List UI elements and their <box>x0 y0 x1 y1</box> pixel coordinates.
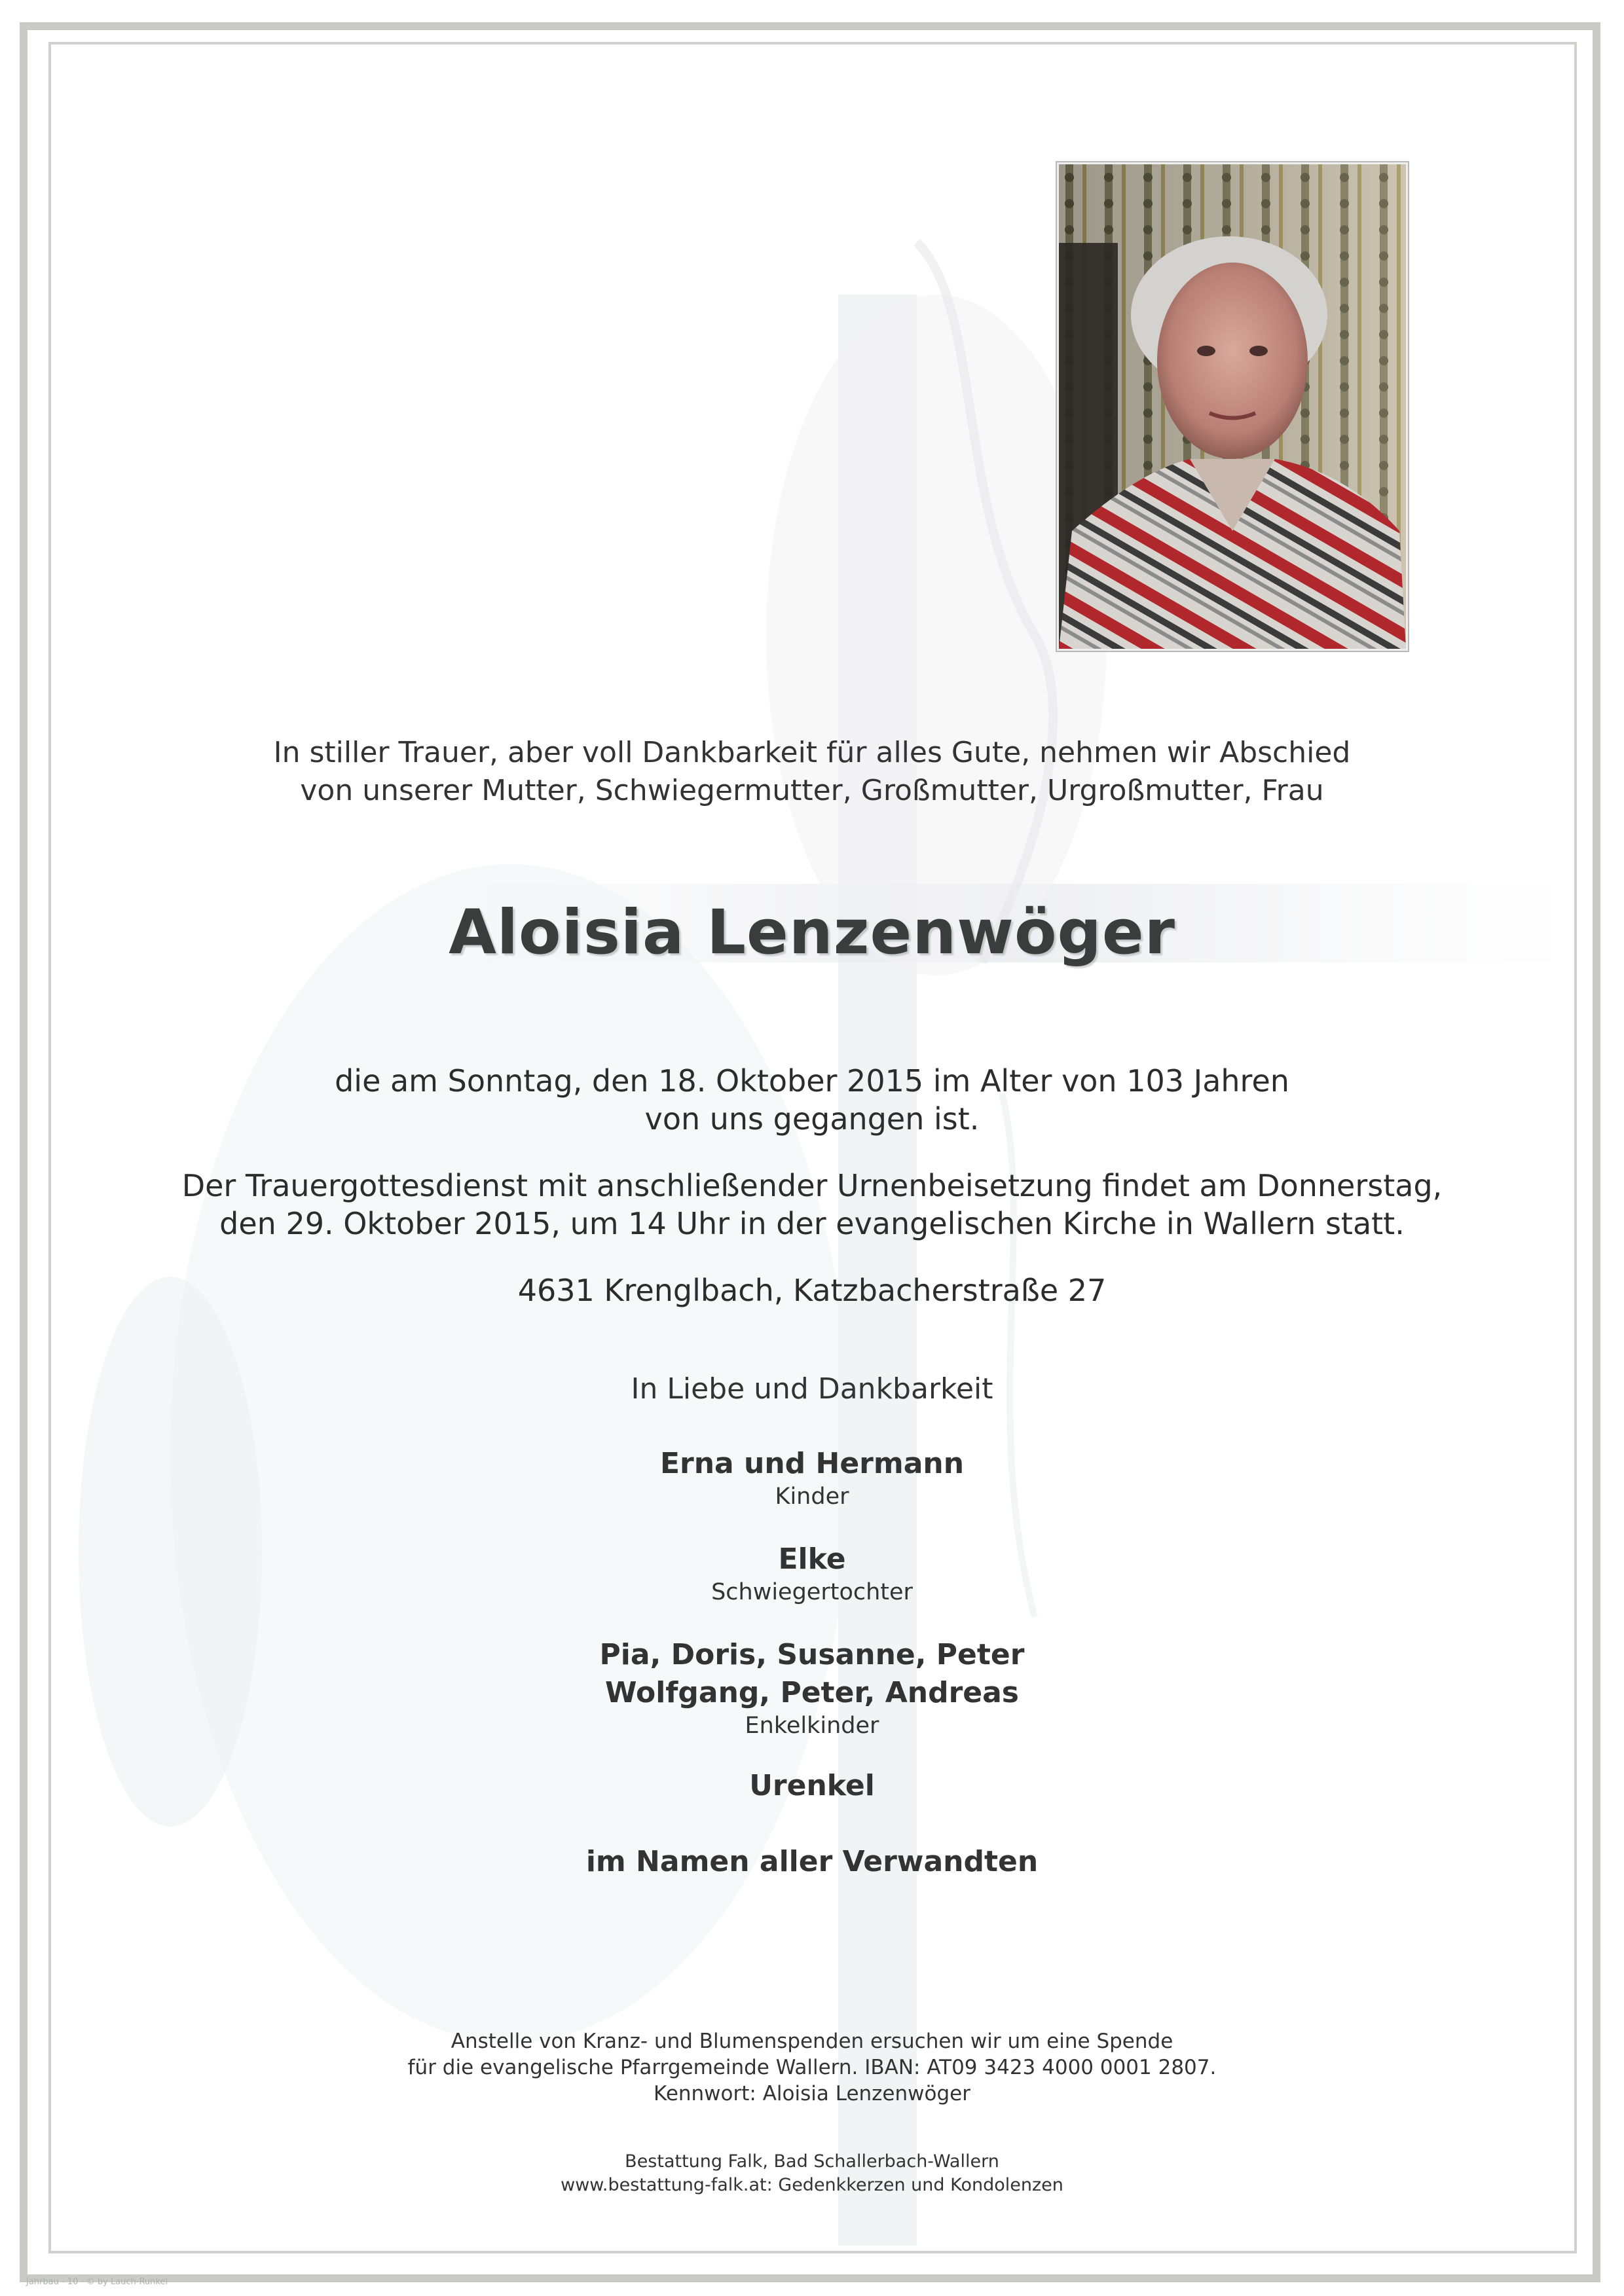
death-line-2: von uns gegangen ist. <box>644 1101 980 1137</box>
mourner-name: Elke <box>778 1542 846 1576</box>
death-line-1: die am Sonntag, den 18. Oktober 2015 im Alter von 103 Jahren <box>335 1063 1289 1099</box>
address: 4631 Krenglbach, Katzbacherstraße 27 <box>517 1273 1107 1308</box>
deceased-name: Aloisia Lenzenwöger <box>449 897 1175 968</box>
donation-line-2: für die evangelische Pfarrgemeinde Wallern. IBAN: AT09 3423 4000 0001 2807. <box>407 2056 1217 2079</box>
mourner-name: Wolfgang, Peter, Andreas <box>605 1676 1019 1709</box>
footer-line-1: Bestattung Falk, Bad Schallerbach-Wallern <box>625 2151 999 2172</box>
portrait-image <box>1059 164 1406 649</box>
imprint: Jahrbau - 10 · © by Lauch-Runkel <box>26 2277 168 2287</box>
portrait-photo <box>1056 161 1409 652</box>
closing-text: In Liebe und Dankbarkeit <box>631 1372 993 1406</box>
service-line-2: den 29. Oktober 2015, um 14 Uhr in der evangelischen Kirche in Wallern statt. <box>219 1206 1405 1241</box>
mourner-role: Schwiegertochter <box>711 1579 913 1605</box>
donation-line-3: Kennwort: Aloisia Lenzenwöger <box>654 2082 970 2105</box>
mourner-name: Erna und Hermann <box>659 1447 965 1480</box>
service-line-1: Der Trauergottesdienst mit anschließender Urnenbeisetzung findet am Donnerstag, <box>181 1168 1443 1203</box>
mourner-role: Kinder <box>775 1484 849 1510</box>
mourner-name: im Namen aller Verwandten <box>585 1845 1039 1878</box>
donation-line-1: Anstelle von Kranz- und Blumenspenden ersuchen wir um eine Spende <box>451 2030 1173 2053</box>
mourner-name: Urenkel <box>749 1769 875 1802</box>
footer-line-2: www.bestattung-falk.at: Gedenkkerzen und Kondolenzen <box>561 2175 1063 2195</box>
intro-line-1: In stiller Trauer, aber voll Dankbarkeit für alles Gute, nehmen wir Abschied <box>273 736 1351 769</box>
intro-line-2: von unserer Mutter, Schwiegermutter, Großmutter, Urgroßmutter, Frau <box>300 774 1324 807</box>
mourner-name: Pia, Doris, Susanne, Peter <box>599 1638 1025 1671</box>
mourner-role: Enkelkinder <box>745 1713 879 1739</box>
